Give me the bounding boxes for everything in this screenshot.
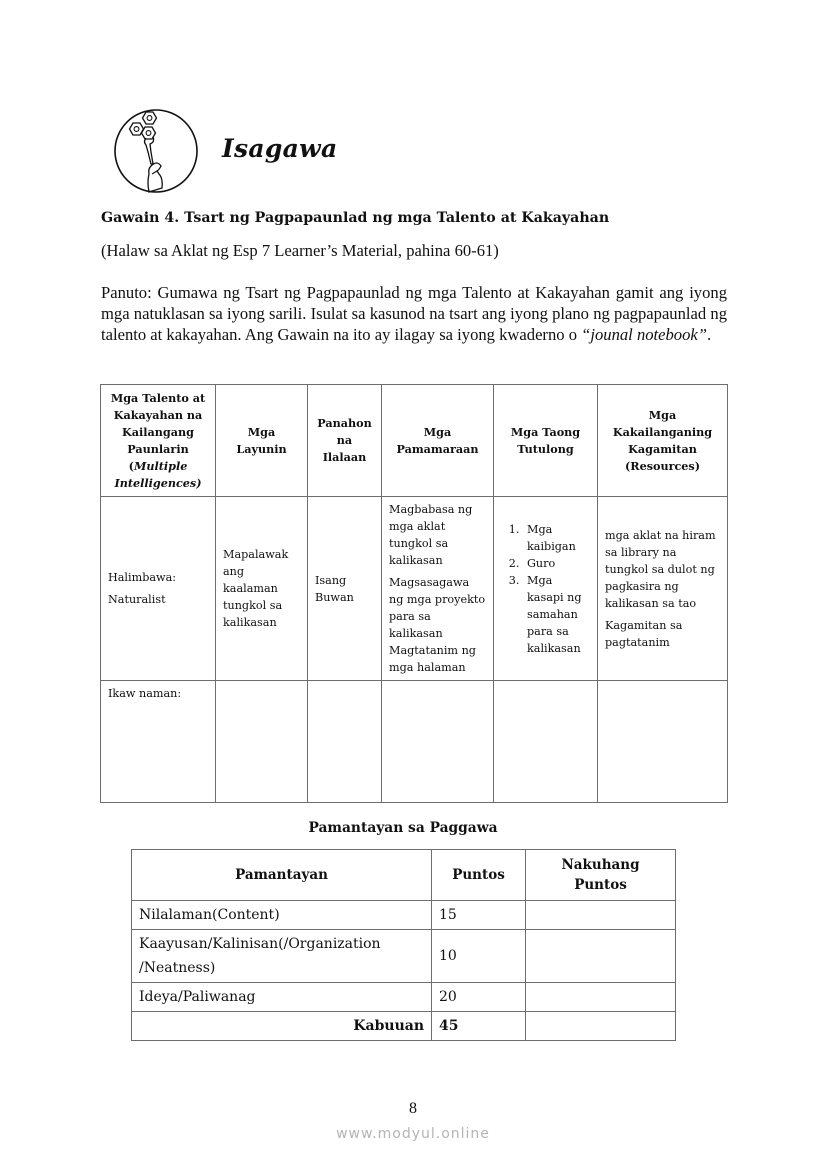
- instructions-italic: “jounal notebook”: [581, 325, 707, 344]
- rubric-header-row: [132, 850, 676, 901]
- criterion: Kaayusan/Kalinisan(/Organization /Neatness): [132, 930, 432, 983]
- header-puntos: Puntos: [432, 850, 526, 901]
- header-layunin: Mga Layunin: [216, 385, 308, 497]
- header-talents: Mga Talento at Kakayahan na Kailangang Paunlarin (Multiple Intelligences): [101, 385, 216, 497]
- cell-empty: [216, 681, 308, 803]
- watermark: www.modyul.online: [336, 1126, 490, 1142]
- points: 20: [432, 983, 526, 1012]
- list-item: 2. Guro: [523, 555, 590, 572]
- table-row-yours: [101, 681, 728, 803]
- talent-development-chart: [100, 384, 728, 803]
- cell-empty: [494, 681, 598, 803]
- criterion: Nilalaman(Content): [132, 901, 432, 930]
- rubric-title: Pamantayan sa Paggawa: [308, 820, 498, 836]
- cell-empty: [598, 681, 728, 803]
- helpers-list: [501, 521, 590, 657]
- cell-panahon: Isang Buwan: [308, 497, 382, 681]
- cell-kagamitan: mga aklat na hiram sa library na tungkol sa dulot ng pagkasira ng kalikasan sa tao Kagamitan sa pagtatanim: [598, 497, 728, 681]
- page-number: 8: [409, 1100, 417, 1117]
- earned: [526, 983, 676, 1012]
- activity-title: Gawain 4. Tsart ng Pagpapaunlad ng mga Talento at Kakayahan: [101, 210, 610, 226]
- table-row: [132, 901, 676, 930]
- list-item: 1. Mga kaibigan: [523, 521, 590, 555]
- header-pamamaraan: Mga Pamamaraan: [382, 385, 494, 497]
- points: 10: [432, 930, 526, 983]
- cell-layunin: Mapalawak ang kaalaman tungkol sa kalikasan: [216, 497, 308, 681]
- cell-taong-tutulong: [494, 497, 598, 681]
- chart-header-row: [101, 385, 728, 497]
- cell-talent-example: Halimbawa: Naturalist: [101, 497, 216, 681]
- instructions-text: Panuto: Gumawa ng Tsart ng Pagpapaunlad ng mga Talento at Kakayahan gamit ang iyong mga natuklasan sa iyong sarili. Isulat sa kasunod na tsart ang iyong plano ng pagpapaunlad ng talento at kakayahan. Ang Gawain na ito ay ilagay sa iyong kwaderno o: [101, 283, 727, 344]
- cell-empty: [382, 681, 494, 803]
- instructions-end: .: [707, 325, 712, 344]
- section-title: Isagawa: [222, 134, 338, 163]
- cell-empty: [308, 681, 382, 803]
- points: 15: [432, 901, 526, 930]
- rubric-table: [131, 849, 676, 1041]
- total-points: 45: [432, 1012, 526, 1041]
- total-earned: [526, 1012, 676, 1041]
- earned: [526, 930, 676, 983]
- table-row: [132, 930, 676, 983]
- header-pamantayan: Pamantayan: [132, 850, 432, 901]
- total-label: Kabuuan: [132, 1012, 432, 1041]
- cell-pamamaraan: Magbabasa ng mga aklat tungkol sa kalikasan Magsasagawa ng mga proyekto para sa kalikasan Magtatanim ng mga halaman: [382, 497, 494, 681]
- header-taong-tutulong: Mga Taong Tutulong: [494, 385, 598, 497]
- table-row: [132, 983, 676, 1012]
- activity-source: (Halaw sa Aklat ng Esp 7 Learner’s Material, pahina 60-61): [101, 241, 499, 260]
- header-kagamitan: Mga Kakailanganing Kagamitan (Resources): [598, 385, 728, 497]
- activity-instructions: [101, 282, 727, 345]
- criterion: Ideya/Paliwanag: [132, 983, 432, 1012]
- list-item: 3. Mga kasapi ng samahan para sa kalikasan: [523, 572, 590, 657]
- earned: [526, 901, 676, 930]
- cell-talent-yours: Ikaw naman:: [101, 681, 216, 803]
- table-row-total: [132, 1012, 676, 1041]
- header-nakuhang-puntos: Nakuhang Puntos: [526, 850, 676, 901]
- header-panahon: Panahon na Ilalaan: [308, 385, 382, 497]
- table-row-example: [101, 497, 728, 681]
- hand-with-wrench-and-nuts-icon: [113, 108, 199, 194]
